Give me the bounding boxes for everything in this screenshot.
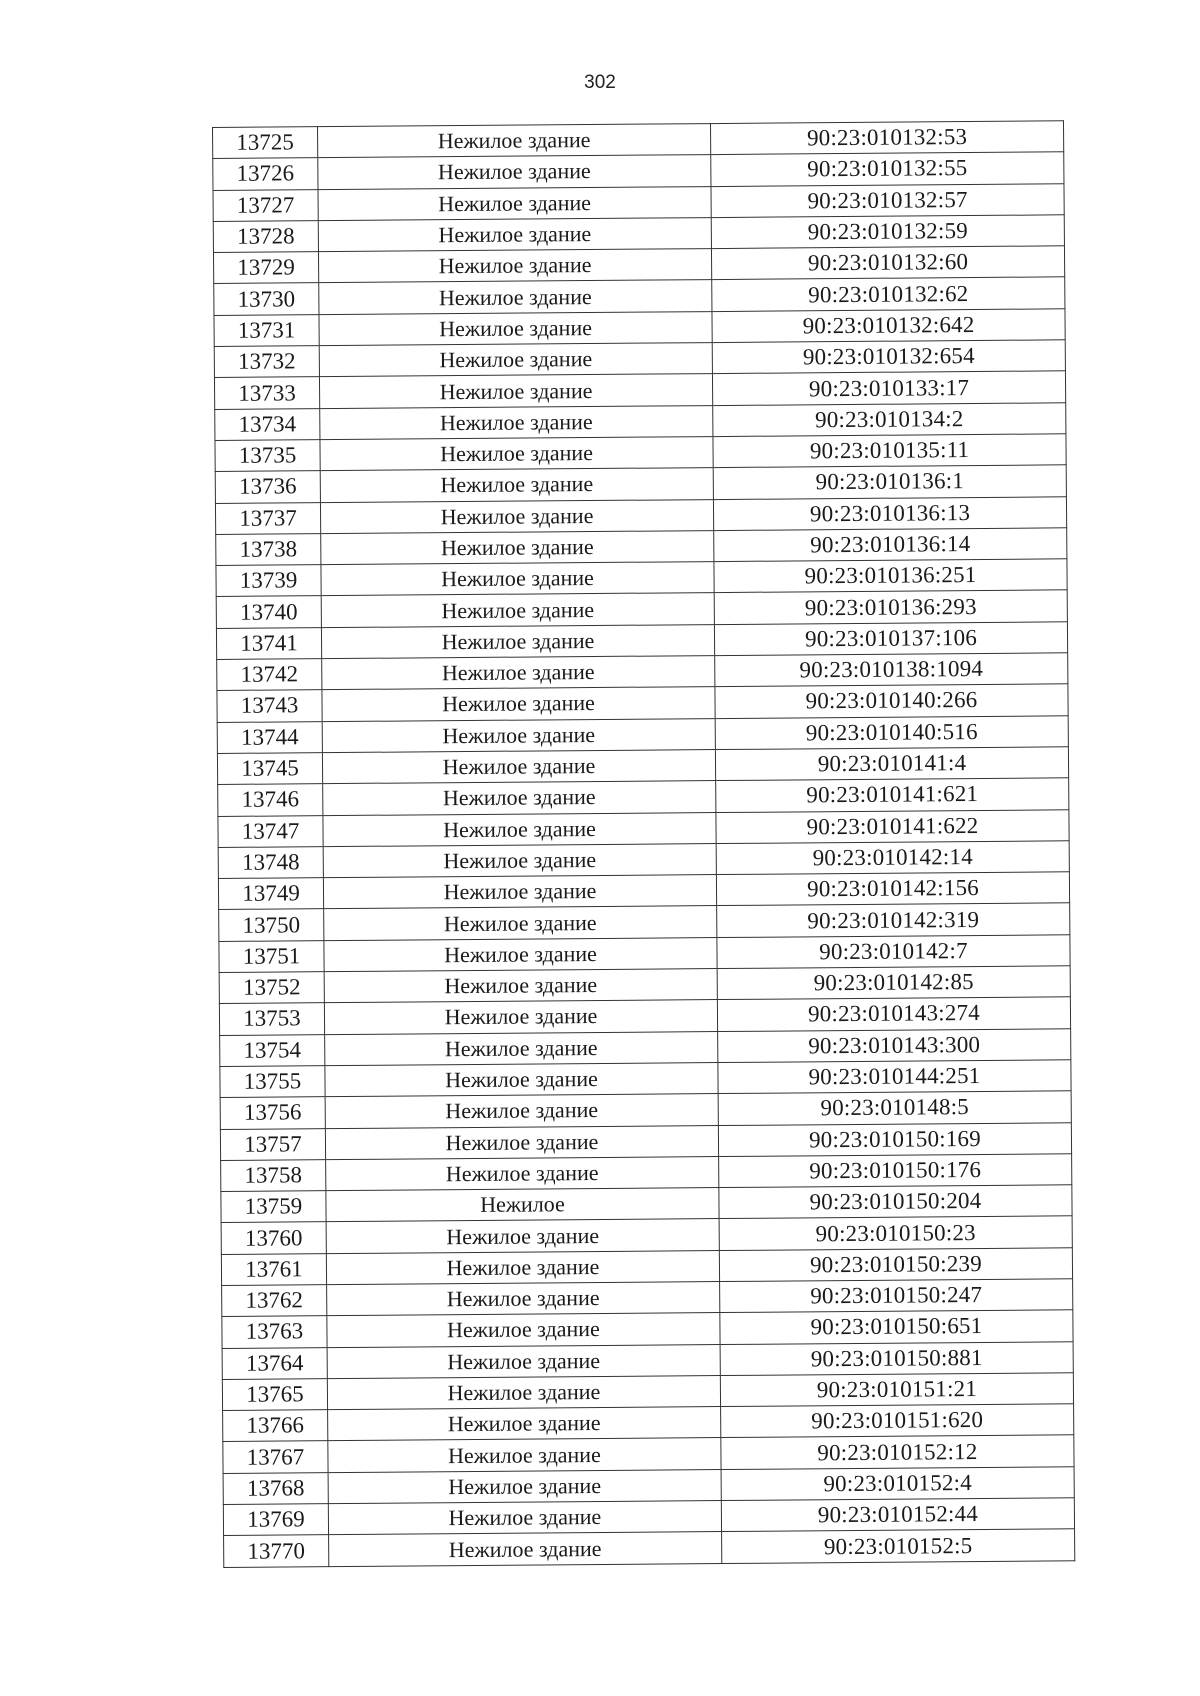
cadastral-number-cell: 90:23:010142:85: [717, 966, 1070, 1000]
row-number-cell: 13747: [218, 815, 323, 847]
row-number-cell: 13763: [222, 1316, 327, 1348]
object-type-cell: Нежилое здание: [325, 1094, 718, 1128]
cadastral-number-cell: 90:23:010132:62: [712, 277, 1065, 311]
object-type-cell: Нежилое здание: [328, 1407, 721, 1441]
row-number-cell: 13746: [218, 784, 323, 816]
object-type-cell: Нежилое здание: [326, 1156, 719, 1190]
row-number-cell: 13764: [222, 1347, 327, 1379]
row-number-cell: 13736: [215, 471, 320, 503]
cadastral-number-cell: 90:23:010150:176: [719, 1154, 1072, 1188]
row-number-cell: 13757: [220, 1128, 325, 1160]
row-number-cell: 13732: [214, 346, 319, 378]
row-number-cell: 13749: [218, 878, 323, 910]
cadastral-number-cell: 90:23:010142:14: [716, 841, 1069, 875]
cadastral-number-cell: 90:23:010152:5: [722, 1529, 1075, 1563]
cadastral-number-cell: 90:23:010136:251: [714, 559, 1067, 593]
row-number-cell: 13755: [220, 1066, 325, 1098]
row-number-cell: 13760: [221, 1222, 326, 1254]
object-type-cell: Нежилое здание: [325, 1031, 718, 1065]
cadastral-number-cell: 90:23:010133:17: [712, 371, 1065, 405]
object-type-cell: Нежилое здание: [328, 1438, 721, 1472]
row-number-cell: 13740: [216, 596, 321, 628]
row-number-cell: 13756: [220, 1097, 325, 1129]
cadastral-number-cell: 90:23:010142:319: [717, 903, 1070, 937]
cadastral-number-cell: 90:23:010150:239: [719, 1247, 1072, 1281]
object-type-cell: Нежилое здание: [327, 1313, 720, 1347]
object-type-cell: Нежилое здание: [321, 593, 714, 627]
row-number-cell: 13743: [217, 690, 322, 722]
object-type-cell: Нежилое здание: [320, 405, 713, 439]
object-type-cell: Нежилое: [326, 1188, 719, 1222]
cadastral-number-cell: 90:23:010150:881: [720, 1341, 1073, 1375]
cadastral-number-cell: 90:23:010137:106: [714, 622, 1067, 656]
object-type-cell: Нежилое здание: [325, 1125, 718, 1159]
cadastral-number-cell: 90:23:010142:156: [716, 872, 1069, 906]
cadastral-number-cell: 90:23:010152:44: [721, 1498, 1074, 1532]
object-type-cell: Нежилое здание: [328, 1501, 721, 1535]
cadastral-number-cell: 90:23:010151:21: [720, 1373, 1073, 1407]
cadastral-number-cell: 90:23:010132:60: [711, 246, 1064, 280]
cadastral-number-cell: 90:23:010150:23: [719, 1216, 1072, 1250]
object-type-cell: Нежилое здание: [324, 937, 717, 971]
cadastral-number-cell: 90:23:010136:293: [714, 590, 1067, 624]
row-number-cell: 13731: [214, 314, 319, 346]
cadastral-number-cell: 90:23:010151:620: [721, 1404, 1074, 1438]
object-type-cell: Нежилое здание: [323, 843, 716, 877]
object-type-cell: Нежилое здание: [322, 687, 715, 721]
cadastral-number-cell: 90:23:010138:1094: [715, 653, 1068, 687]
object-type-cell: Нежилое здание: [322, 656, 715, 690]
cadastral-number-cell: 90:23:010148:5: [718, 1091, 1071, 1125]
object-type-cell: Нежилое здание: [323, 812, 716, 846]
cadastral-number-cell: 90:23:010143:274: [717, 997, 1070, 1031]
row-number-cell: 13735: [215, 440, 320, 472]
row-number-cell: 13754: [220, 1034, 325, 1066]
cadastral-number-cell: 90:23:010132:57: [711, 183, 1064, 217]
row-number-cell: 13750: [219, 909, 324, 941]
object-type-cell: Нежилое здание: [321, 624, 714, 658]
row-number-cell: 13728: [213, 221, 318, 253]
cadastral-number-cell: 90:23:010141:4: [715, 747, 1068, 781]
object-type-cell: Нежилое здание: [321, 530, 714, 564]
cadastral-number-cell: 90:23:010150:247: [720, 1279, 1073, 1313]
object-type-cell: Нежилое здание: [320, 499, 713, 533]
row-number-cell: 13725: [213, 127, 318, 159]
row-number-cell: 13768: [223, 1472, 328, 1504]
row-number-cell: 13745: [217, 753, 322, 785]
object-type-cell: Нежилое здание: [324, 1000, 717, 1034]
object-type-cell: Нежилое здание: [324, 969, 717, 1003]
cadastral-number-cell: 90:23:010152:12: [721, 1435, 1074, 1469]
object-type-cell: Нежилое здание: [326, 1250, 719, 1284]
object-type-cell: Нежилое здание: [319, 280, 712, 314]
object-type-cell: Нежилое здание: [320, 437, 713, 471]
cadastral-number-cell: 90:23:010140:516: [715, 715, 1068, 749]
object-type-cell: Нежилое здание: [327, 1344, 720, 1378]
cadastral-number-cell: 90:23:010142:7: [717, 935, 1070, 969]
table-body: [213, 121, 1075, 1567]
row-number-cell: 13758: [221, 1159, 326, 1191]
row-number-cell: 13751: [219, 940, 324, 972]
object-type-cell: Нежилое здание: [320, 468, 713, 502]
row-number-cell: 13729: [213, 252, 318, 284]
object-type-cell: Нежилое здание: [319, 374, 712, 408]
cadastral-number-cell: 90:23:010150:169: [718, 1122, 1071, 1156]
cadastral-number-cell: 90:23:010136:14: [714, 528, 1067, 562]
object-type-cell: Нежилое здание: [321, 562, 714, 596]
row-number-cell: 13770: [224, 1535, 329, 1567]
cadastral-number-cell: 90:23:010140:266: [715, 684, 1068, 718]
row-number-cell: 13766: [223, 1410, 328, 1442]
cadastral-number-cell: 90:23:010132:53: [710, 121, 1063, 155]
cadastral-number-cell: 90:23:010132:654: [712, 340, 1065, 374]
cadastral-number-cell: 90:23:010144:251: [718, 1060, 1071, 1094]
object-type-cell: Нежилое здание: [327, 1375, 720, 1409]
property-registry-table: [212, 120, 1075, 1567]
object-type-cell: Нежилое здание: [325, 1062, 718, 1096]
object-type-cell: Нежилое здание: [328, 1469, 721, 1503]
row-number-cell: 13734: [215, 408, 320, 440]
cadastral-number-cell: 90:23:010132:55: [711, 152, 1064, 186]
object-type-cell: Нежилое здание: [318, 155, 711, 189]
row-number-cell: 13761: [221, 1253, 326, 1285]
row-number-cell: 13769: [223, 1504, 328, 1536]
cadastral-number-cell: 90:23:010152:4: [721, 1467, 1074, 1501]
row-number-cell: 13753: [219, 1003, 324, 1035]
cadastral-number-cell: 90:23:010143:300: [718, 1028, 1071, 1062]
object-type-cell: Нежилое здание: [318, 124, 711, 158]
row-number-cell: 13739: [216, 565, 321, 597]
cadastral-number-cell: 90:23:010132:59: [711, 215, 1064, 249]
row-number-cell: 13759: [221, 1191, 326, 1223]
row-number-cell: 13748: [218, 846, 323, 878]
row-number-cell: 13762: [222, 1285, 327, 1317]
row-number-cell: 13738: [216, 534, 321, 566]
object-type-cell: Нежилое здание: [322, 718, 715, 752]
object-type-cell: Нежилое здание: [324, 906, 717, 940]
row-number-cell: 13737: [215, 502, 320, 534]
row-number-cell: 13741: [216, 627, 321, 659]
cadastral-number-cell: 90:23:010135:11: [713, 434, 1066, 468]
cadastral-number-cell: 90:23:010150:651: [720, 1310, 1073, 1344]
row-number-cell: 13767: [223, 1441, 328, 1473]
object-type-cell: Нежилое здание: [323, 875, 716, 909]
object-type-cell: Нежилое здание: [318, 186, 711, 220]
object-type-cell: Нежилое здание: [318, 249, 711, 283]
cadastral-number-cell: 90:23:010141:622: [716, 809, 1069, 843]
row-number-cell: 13733: [214, 377, 319, 409]
object-type-cell: Нежилое здание: [318, 217, 711, 251]
cadastral-number-cell: 90:23:010150:204: [719, 1185, 1072, 1219]
object-type-cell: Нежилое здание: [322, 750, 715, 784]
cadastral-number-cell: 90:23:010132:642: [712, 309, 1065, 343]
row-number-cell: 13765: [222, 1379, 327, 1411]
row-number-cell: 13752: [219, 972, 324, 1004]
cadastral-number-cell: 90:23:010136:13: [713, 496, 1066, 530]
row-number-cell: 13726: [213, 158, 318, 190]
row-number-cell: 13727: [213, 189, 318, 221]
object-type-cell: Нежилое здание: [319, 343, 712, 377]
object-type-cell: Нежилое здание: [329, 1532, 722, 1566]
object-type-cell: Нежилое здание: [327, 1282, 720, 1316]
row-number-cell: 13730: [214, 283, 319, 315]
row-number-cell: 13742: [217, 659, 322, 691]
page-number: 302: [584, 72, 616, 93]
cadastral-number-cell: 90:23:010141:621: [716, 778, 1069, 812]
table-row: [224, 1529, 1075, 1567]
object-type-cell: Нежилое здание: [323, 781, 716, 815]
object-type-cell: Нежилое здание: [319, 311, 712, 345]
cadastral-number-cell: 90:23:010136:1: [713, 465, 1066, 499]
object-type-cell: Нежилое здание: [326, 1219, 719, 1253]
row-number-cell: 13744: [217, 721, 322, 753]
cadastral-number-cell: 90:23:010134:2: [713, 402, 1066, 436]
